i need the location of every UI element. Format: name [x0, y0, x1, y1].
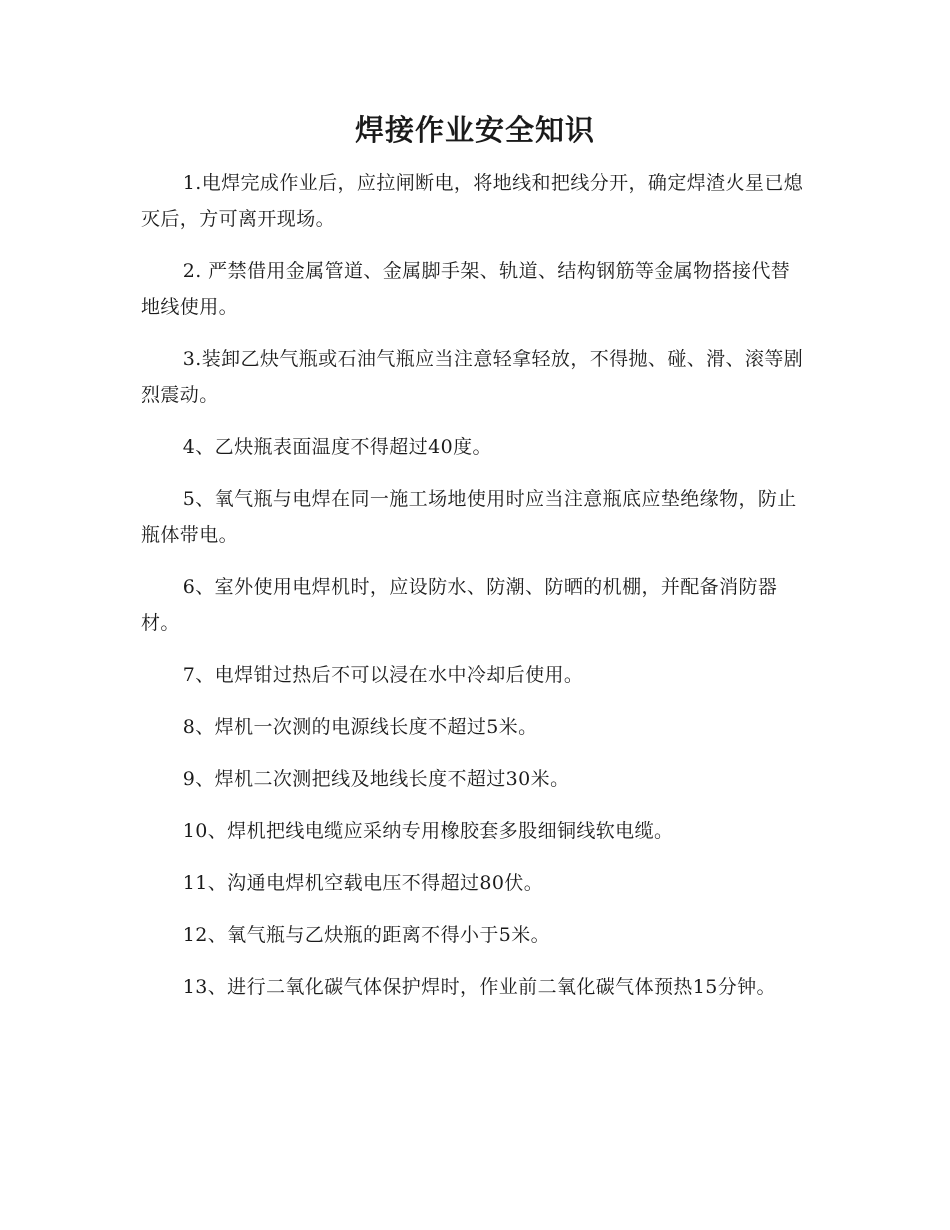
rule-item: 6、室外使用电焊机时，应设防水、防潮、防晒的机棚，并配备消防器材。: [141, 576, 778, 634]
safety-rules-list: [141, 165, 809, 1021]
rule-item: 10、焊机把线电缆应采纳专用橡胶套多股细铜线软电缆。: [182, 820, 674, 842]
rule-item: 5、氧气瓶与电焊在同一施工场地使用时应当注意瓶底应垫绝缘物，防止瓶体带电。: [141, 488, 797, 546]
rule-item: 2. 严禁借用金属管道、金属脚手架、轨道、结构钢筋等金属物搭接代替地线使用。: [141, 260, 791, 318]
rule-item: 8、焊机一次测的电源线长度不超过5米。: [182, 716, 538, 738]
rule-item: 7、电焊钳过热后不可以浸在水中冷却后使用。: [182, 664, 584, 686]
rule-item: 4、乙炔瓶表面温度不得超过40度。: [182, 436, 492, 458]
rule-item: 9、焊机二次测把线及地线长度不超过30米。: [182, 768, 570, 790]
document-title: 焊接作业安全知识: [354, 113, 595, 147]
rule-item: 13、进行二氧化碳气体保护焊时，作业前二氧化碳气体预热15分钟。: [182, 976, 776, 998]
rule-item: 12、氧气瓶与乙炔瓶的距离不得小于5米。: [182, 924, 551, 946]
rule-item: 1.电焊完成作业后，应拉闸断电，将地线和把线分开，确定焊渣火星已熄灭后，方可离开现场。: [141, 172, 804, 230]
rule-item: 3.装卸乙炔气瓶或石油气瓶应当注意轻拿轻放，不得抛、碰、滑、滚等剧烈震动。: [141, 348, 804, 406]
rule-item: 11、沟通电焊机空载电压不得超过80伏。: [182, 872, 544, 894]
